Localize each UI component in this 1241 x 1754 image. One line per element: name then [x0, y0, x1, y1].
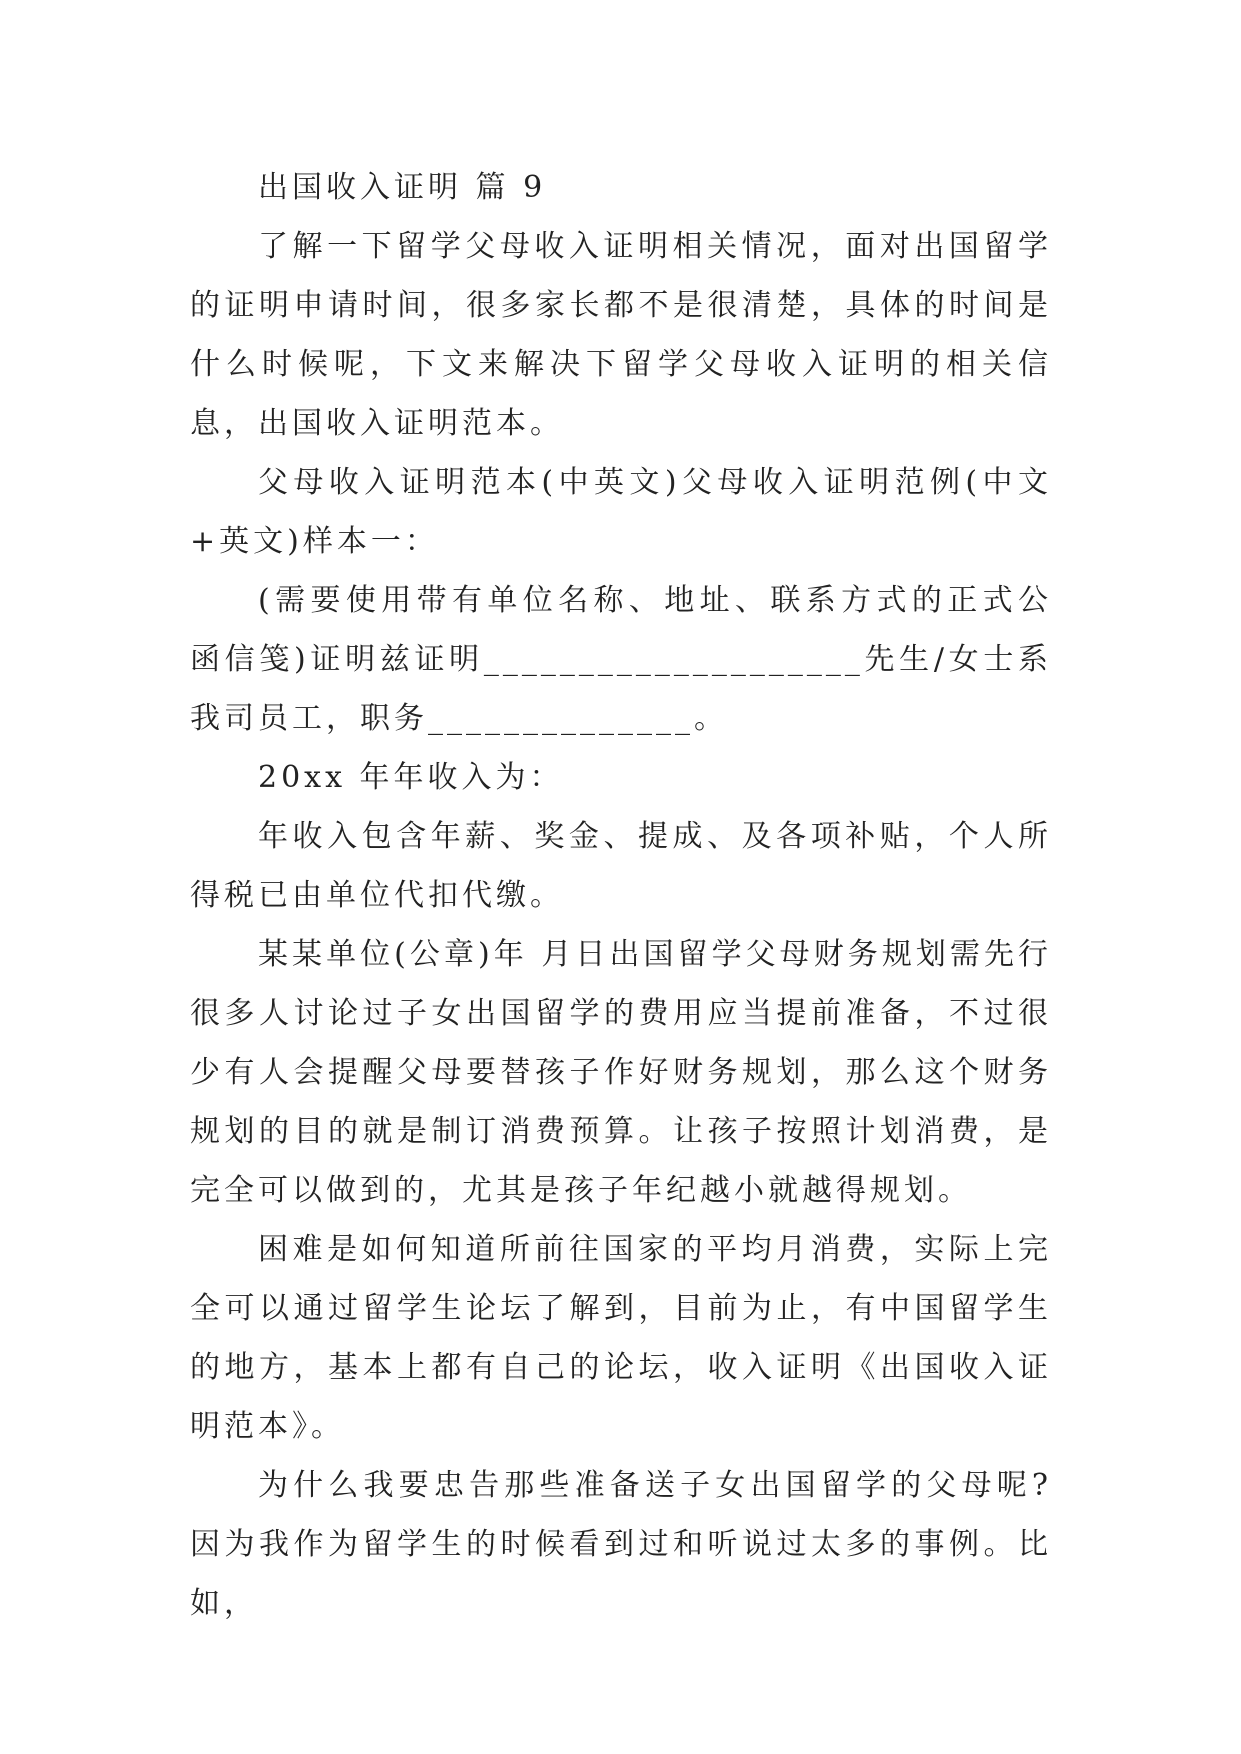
paragraph-advice: 为什么我要忠告那些准备送子女出国留学的父母呢?因为我作为留学生的时候看到过和听说过太多的事例。比如，: [190, 1468, 1052, 1621]
paragraph-certificate-body: (需要使用带有单位名称、地址、联系方式的正式公函信笺)证明兹证明____________________先生/女士系我司员工，职务______________。: [190, 583, 1052, 736]
paragraph-sample-title: 父母收入证明范本(中英文)父母收入证明范例(中文+英文)样本一：: [190, 465, 1052, 559]
paragraph-financial-planning: 某某单位(公章)年 月日出国留学父母财务规划需先行很多人讨论过子女出国留学的费用应当提前准备，不过很少有人会提醒父母要替孩子作好财务规划，那么这个财务规划的目的就是制订消费预算。让孩子按照计划消费，是完全可以做到的，尤其是孩子年纪越小就越得规划。: [190, 937, 1052, 1208]
paragraph-monthly-spending: 困难是如何知道所前往国家的平均月消费，实际上完全可以通过留学生论坛了解到，目前为止，有中国留学生的地方，基本上都有自己的论坛，收入证明《出国收入证明范本》。: [190, 1232, 1052, 1444]
document-body: [190, 158, 1052, 1633]
paragraph-income-details: 年收入包含年薪、奖金、提成、及各项补贴，个人所得税已由单位代扣代缴。: [190, 819, 1052, 913]
section-heading: 出国收入证明 篇 9: [258, 170, 547, 205]
paragraph-intro: 了解一下留学父母收入证明相关情况，面对出国留学的证明申请时间，很多家长都不是很清楚，具体的时间是什么时候呢，下文来解决下留学父母收入证明的相关信息，出国收入证明范本。: [190, 229, 1052, 441]
paragraph-annual-income: 20xx 年年收入为：: [258, 760, 564, 795]
